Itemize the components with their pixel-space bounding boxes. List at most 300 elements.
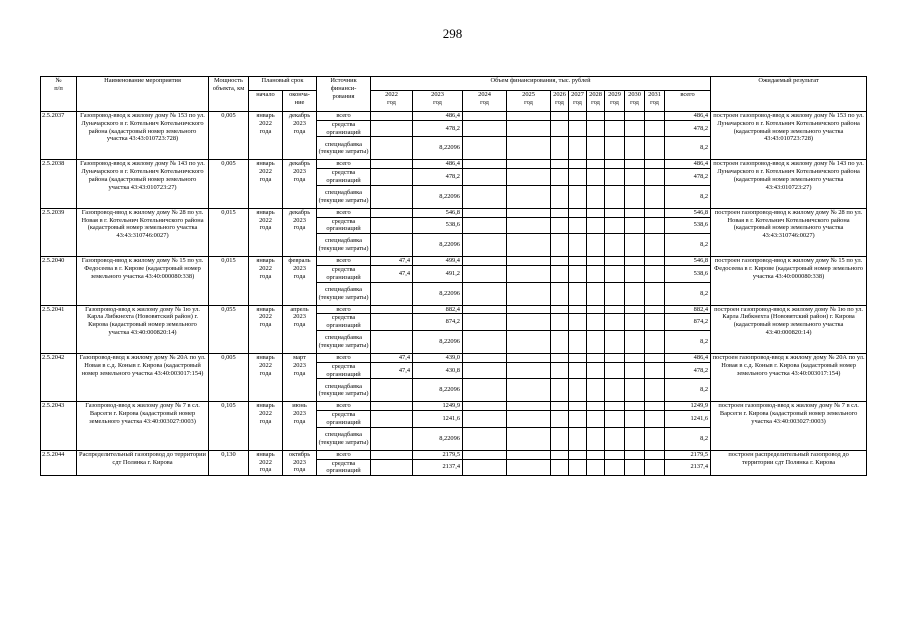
table-row <box>41 257 867 266</box>
value-empty <box>463 402 507 411</box>
header-year: 2025 год <box>507 91 551 112</box>
value-empty <box>463 314 507 331</box>
value-empty <box>551 169 569 186</box>
value-empty <box>645 353 665 362</box>
row-number: 2.5.2039 <box>41 208 77 256</box>
page-number: 298 <box>442 26 463 41</box>
value-empty <box>551 112 569 121</box>
value-empty <box>507 330 551 353</box>
value-empty <box>645 257 665 266</box>
value-empty <box>569 217 587 234</box>
value-empty <box>625 353 645 362</box>
source-label: средства организаций <box>317 265 371 282</box>
source-label: всего <box>317 112 371 121</box>
header-name: Наименование мероприятия <box>77 77 209 112</box>
row-result: построен газопровод-ввод к жилому дому № 143 по ул. Луначарского в г. Котельнич Котельничского района (кадастровый номер земельного участка 43:43:010723:27) <box>711 160 867 208</box>
value-empty <box>625 234 645 257</box>
value-empty <box>625 427 645 450</box>
row-name: Газопровод-ввод к жилому дому № 15 по ул. Федосеева в г. Кирове (кадастровый номер земельного участка 43:40:000080:338) <box>77 257 209 305</box>
value-empty <box>507 169 551 186</box>
value-empty <box>587 137 605 160</box>
row-capacity: 0,055 <box>209 305 249 353</box>
source-label: средства организаций <box>317 217 371 234</box>
value-empty <box>569 314 587 331</box>
value-empty <box>507 305 551 314</box>
value-empty <box>463 217 507 234</box>
value-empty <box>463 160 507 169</box>
value-empty <box>605 379 625 402</box>
row-name: Газопровод-ввод к жилому дому № 1ю ул. Карла Либкнехта (Нововятский район) г. Кирова (кадастровый номер земельного участка 43:40:000820:14) <box>77 305 209 353</box>
header-year: 2026 год <box>551 91 569 112</box>
value-empty <box>645 450 665 459</box>
value-2023: 478,2 <box>413 169 463 186</box>
source-label: средства организаций <box>317 120 371 137</box>
value-empty <box>625 217 645 234</box>
value-total: 8,2 <box>665 379 711 402</box>
value-empty <box>625 330 645 353</box>
value-2023: 538,6 <box>413 217 463 234</box>
value-empty <box>587 427 605 450</box>
source-label: всего <box>317 305 371 314</box>
value-total: 2179,5 <box>665 450 711 459</box>
row-number: 2.5.2040 <box>41 257 77 305</box>
value-empty <box>605 120 625 137</box>
value-empty <box>569 208 587 217</box>
source-label: средства организаций <box>317 362 371 379</box>
value-empty <box>587 208 605 217</box>
value-empty <box>587 459 605 476</box>
value-2023: 882,4 <box>413 305 463 314</box>
value-empty <box>569 459 587 476</box>
value-empty <box>625 265 645 282</box>
source-label: всего <box>317 160 371 169</box>
value-empty <box>625 305 645 314</box>
value-empty <box>569 265 587 282</box>
value-empty <box>551 265 569 282</box>
value-empty <box>587 314 605 331</box>
value-empty <box>605 305 625 314</box>
value-empty <box>569 353 587 362</box>
value-empty <box>551 257 569 266</box>
value-empty <box>507 185 551 208</box>
header-period-start: начало <box>249 91 283 112</box>
value-empty <box>551 330 569 353</box>
row-start: январь 2022 года <box>249 160 283 208</box>
source-label: спецнадбавка (текущие затраты) <box>317 427 371 450</box>
value-empty <box>587 217 605 234</box>
value-empty <box>569 120 587 137</box>
value-empty <box>551 314 569 331</box>
value-empty <box>605 160 625 169</box>
value-2023: 2137,4 <box>413 459 463 476</box>
header-year: 2030 год <box>625 91 645 112</box>
value-total: 2137,4 <box>665 459 711 476</box>
value-2022 <box>371 234 413 257</box>
value-empty <box>551 402 569 411</box>
value-total: 8,2 <box>665 330 711 353</box>
row-name: Газопровод-ввод к жилому дому № 28 по ул. Новая в г. Котельнич Котельничского района (кадастровый номер земельного участка 43:43:310746:0027) <box>77 208 209 256</box>
value-empty <box>463 362 507 379</box>
value-2023: 2179,5 <box>413 450 463 459</box>
value-empty <box>587 234 605 257</box>
value-empty <box>551 353 569 362</box>
row-result: построен газопровод-ввод к жилому дому № 1ю по ул. Карла Либкнехта (Нововятский район) г. Кирова (кадастровый номер земельного участка 43:40:000820:14) <box>711 305 867 353</box>
row-end: декабрь 2023 года <box>283 208 317 256</box>
value-total: 8,2 <box>665 185 711 208</box>
value-empty <box>569 112 587 121</box>
value-empty <box>645 185 665 208</box>
header-result: Ожидаемый результат <box>711 77 867 112</box>
value-empty <box>551 160 569 169</box>
value-empty <box>645 402 665 411</box>
value-empty <box>645 379 665 402</box>
value-2022 <box>371 137 413 160</box>
value-empty <box>507 379 551 402</box>
value-2022: 47,4 <box>371 265 413 282</box>
value-2022 <box>371 459 413 476</box>
value-empty <box>645 330 665 353</box>
value-total: 8,2 <box>665 137 711 160</box>
value-empty <box>605 450 625 459</box>
value-empty <box>587 169 605 186</box>
value-empty <box>645 120 665 137</box>
value-empty <box>605 265 625 282</box>
source-label: всего <box>317 402 371 411</box>
value-empty <box>645 137 665 160</box>
header-period-end: оконча- ние <box>283 91 317 112</box>
value-total: 486,4 <box>665 112 711 121</box>
value-empty <box>625 120 645 137</box>
row-number: 2.5.2038 <box>41 160 77 208</box>
value-empty <box>507 160 551 169</box>
table-row <box>41 353 867 362</box>
value-empty <box>625 450 645 459</box>
value-empty <box>625 257 645 266</box>
value-empty <box>507 459 551 476</box>
value-empty <box>569 450 587 459</box>
value-2022 <box>371 120 413 137</box>
row-end: октябрь 2023 года <box>283 450 317 475</box>
value-empty <box>507 137 551 160</box>
value-empty <box>587 305 605 314</box>
value-empty <box>551 120 569 137</box>
value-empty <box>507 362 551 379</box>
value-empty <box>587 120 605 137</box>
value-empty <box>605 185 625 208</box>
value-empty <box>463 450 507 459</box>
value-empty <box>507 265 551 282</box>
value-empty <box>645 305 665 314</box>
source-label: средства организаций <box>317 459 371 476</box>
value-empty <box>463 305 507 314</box>
value-empty <box>463 137 507 160</box>
source-label: средства организаций <box>317 411 371 428</box>
value-empty <box>569 411 587 428</box>
value-2022 <box>371 169 413 186</box>
value-empty <box>463 185 507 208</box>
header-year: 2027 год <box>569 91 587 112</box>
value-empty <box>645 362 665 379</box>
row-capacity: 0,015 <box>209 208 249 256</box>
value-empty <box>569 402 587 411</box>
value-empty <box>605 459 625 476</box>
value-empty <box>605 362 625 379</box>
row-end: декабрь 2023 года <box>283 160 317 208</box>
source-label: спецнадбавка (текущие затраты) <box>317 234 371 257</box>
value-empty <box>507 314 551 331</box>
value-2022 <box>371 208 413 217</box>
value-empty <box>625 160 645 169</box>
value-2022 <box>371 217 413 234</box>
source-label: всего <box>317 208 371 217</box>
value-empty <box>605 234 625 257</box>
value-empty <box>551 450 569 459</box>
value-total: 538,6 <box>665 217 711 234</box>
row-end: июнь 2023 года <box>283 402 317 450</box>
value-empty <box>463 112 507 121</box>
row-capacity: 0,005 <box>209 160 249 208</box>
source-label: всего <box>317 257 371 266</box>
value-2023: 8,22096 <box>413 282 463 305</box>
value-empty <box>645 427 665 450</box>
row-result: построен газопровод-ввод к жилому дому № 7 в сл. Варсеги г. Кирова (кадастровый номер земельного участка 43:40:003027:0003) <box>711 402 867 450</box>
value-total: 486,4 <box>665 160 711 169</box>
header-year: 2029 год <box>605 91 625 112</box>
value-2022 <box>371 112 413 121</box>
value-2023: 8,22096 <box>413 137 463 160</box>
row-capacity: 0,105 <box>209 402 249 450</box>
header-year: 2031 год <box>645 91 665 112</box>
value-empty <box>507 234 551 257</box>
value-empty <box>569 379 587 402</box>
value-empty <box>569 169 587 186</box>
value-empty <box>587 257 605 266</box>
value-2023: 1249,9 <box>413 402 463 411</box>
header-year: 2024 год <box>463 91 507 112</box>
value-total: 8,2 <box>665 427 711 450</box>
value-empty <box>551 217 569 234</box>
header-capacity: Мощность объекта, км <box>209 77 249 112</box>
value-empty <box>625 314 645 331</box>
source-label: средства организаций <box>317 169 371 186</box>
value-2023: 430,8 <box>413 362 463 379</box>
value-empty <box>551 411 569 428</box>
value-empty <box>569 305 587 314</box>
row-number: 2.5.2043 <box>41 402 77 450</box>
value-total: 486,4 <box>665 353 711 362</box>
value-empty <box>587 353 605 362</box>
header-year: 2023 год <box>413 91 463 112</box>
value-empty <box>605 402 625 411</box>
value-empty <box>463 120 507 137</box>
table-row <box>41 208 867 217</box>
row-start: январь 2022 года <box>249 353 283 401</box>
source-label: средства организаций <box>317 314 371 331</box>
value-empty <box>507 120 551 137</box>
value-2022 <box>371 314 413 331</box>
header-total: всего <box>665 91 711 112</box>
value-empty <box>551 427 569 450</box>
value-empty <box>463 282 507 305</box>
source-label: спецнадбавка (текущие затраты) <box>317 185 371 208</box>
value-empty <box>605 169 625 186</box>
value-total: 8,2 <box>665 282 711 305</box>
value-empty <box>645 282 665 305</box>
value-total: 478,2 <box>665 169 711 186</box>
value-empty <box>625 362 645 379</box>
value-empty <box>587 402 605 411</box>
source-label: спецнадбавка (текущие затраты) <box>317 282 371 305</box>
value-empty <box>605 208 625 217</box>
value-empty <box>507 282 551 305</box>
value-empty <box>645 314 665 331</box>
value-empty <box>587 330 605 353</box>
value-empty <box>605 353 625 362</box>
value-empty <box>605 217 625 234</box>
value-empty <box>507 411 551 428</box>
value-2022 <box>371 160 413 169</box>
header-funding: Объем финансирования, тыс. рублей <box>371 77 711 91</box>
value-empty <box>587 450 605 459</box>
table-row <box>41 160 867 169</box>
value-empty <box>605 330 625 353</box>
row-start: январь 2022 года <box>249 112 283 160</box>
value-total: 8,2 <box>665 234 711 257</box>
row-result: построен газопровод-ввод к жилому дому № 15 по ул. Федосеева в г. Кирове (кадастровый номер земельного участка 43:40:000080:338) <box>711 257 867 305</box>
header-source: Источник финанси- рования <box>317 77 371 112</box>
value-2022 <box>371 411 413 428</box>
row-capacity: 0,130 <box>209 450 249 475</box>
row-end: декабрь 2023 года <box>283 112 317 160</box>
value-empty <box>463 411 507 428</box>
value-empty <box>551 185 569 208</box>
value-empty <box>587 411 605 428</box>
value-empty <box>569 185 587 208</box>
value-empty <box>587 112 605 121</box>
value-2022 <box>371 450 413 459</box>
value-total: 1241,6 <box>665 411 711 428</box>
value-empty <box>625 402 645 411</box>
value-empty <box>507 257 551 266</box>
value-2023: 478,2 <box>413 120 463 137</box>
value-empty <box>551 305 569 314</box>
value-2022: 47,4 <box>371 257 413 266</box>
row-end: апрель 2023 года <box>283 305 317 353</box>
source-label: всего <box>317 353 371 362</box>
value-empty <box>463 459 507 476</box>
header-year: 2022 год <box>371 91 413 112</box>
value-empty <box>645 459 665 476</box>
value-empty <box>645 208 665 217</box>
source-label: всего <box>317 450 371 459</box>
value-empty <box>625 112 645 121</box>
value-empty <box>625 282 645 305</box>
value-empty <box>569 427 587 450</box>
source-label: спецнадбавка (текущие затраты) <box>317 330 371 353</box>
row-number: 2.5.2042 <box>41 353 77 401</box>
row-end: февраль 2023 года <box>283 257 317 305</box>
value-empty <box>605 112 625 121</box>
header-num: № п/п <box>41 77 77 112</box>
value-total: 546,8 <box>665 257 711 266</box>
value-2022 <box>371 427 413 450</box>
value-empty <box>645 217 665 234</box>
value-empty <box>569 137 587 160</box>
value-empty <box>507 427 551 450</box>
value-empty <box>625 185 645 208</box>
value-2023: 486,4 <box>413 160 463 169</box>
value-empty <box>625 137 645 160</box>
value-empty <box>569 160 587 169</box>
value-empty <box>551 362 569 379</box>
value-total: 478,2 <box>665 120 711 137</box>
row-name: Газопровод-ввод к жилому дому № 153 по ул. Луначарского в г. Котельнич Котельничского района (кадастровый номер земельного участка 43:43:010723:728) <box>77 112 209 160</box>
row-number: 2.5.2044 <box>41 450 77 475</box>
value-2023: 8,22096 <box>413 379 463 402</box>
row-name: Газопровод-ввод к жилому дому № 20А по ул. Новая в с.д. Коныв г. Кирова (кадастровый номер земельного участка 43:40:003017:154) <box>77 353 209 401</box>
row-name: Газопровод-ввод к жилому дому № 7 в сл. Варсеги г. Кирова (кадастровый номер земельного участка 43:40:003027:0003) <box>77 402 209 450</box>
table-row <box>41 402 867 411</box>
row-start: январь 2022 года <box>249 305 283 353</box>
value-empty <box>569 330 587 353</box>
value-2022 <box>371 402 413 411</box>
value-empty <box>463 265 507 282</box>
row-capacity: 0,005 <box>209 353 249 401</box>
row-start: январь 2022 года <box>249 257 283 305</box>
value-2023: 874,2 <box>413 314 463 331</box>
header-period: Плановый срок <box>249 77 317 91</box>
value-empty <box>645 160 665 169</box>
value-empty <box>463 169 507 186</box>
value-empty <box>587 282 605 305</box>
value-empty <box>507 450 551 459</box>
row-start: январь 2022 года <box>249 208 283 256</box>
value-empty <box>587 160 605 169</box>
value-empty <box>463 427 507 450</box>
value-empty <box>507 402 551 411</box>
value-total: 1249,9 <box>665 402 711 411</box>
value-2023: 439,0 <box>413 353 463 362</box>
value-2022 <box>371 305 413 314</box>
value-empty <box>463 353 507 362</box>
value-2023: 8,22096 <box>413 185 463 208</box>
value-empty <box>463 234 507 257</box>
value-2023: 8,22096 <box>413 427 463 450</box>
value-2023: 1241,6 <box>413 411 463 428</box>
table-row <box>41 305 867 314</box>
value-empty <box>645 112 665 121</box>
value-empty <box>551 234 569 257</box>
row-result: построен газопровод-ввод к жилому дому № 20А по ул. Новая в с.д. Коныв г. Кирова (кадастровый номер земельного участка 43:40:003017:154) <box>711 353 867 401</box>
value-empty <box>605 427 625 450</box>
value-empty <box>587 362 605 379</box>
value-empty <box>569 362 587 379</box>
value-empty <box>507 208 551 217</box>
row-name: Газопровод-ввод к жилому дому № 143 по ул. Луначарского в г. Котельнич Котельничского района (кадастровый номер земельного участка 43:43:010723:27) <box>77 160 209 208</box>
value-empty <box>587 185 605 208</box>
value-total: 882,4 <box>665 305 711 314</box>
value-2022 <box>371 379 413 402</box>
value-empty <box>463 330 507 353</box>
value-empty <box>551 459 569 476</box>
value-empty <box>605 137 625 160</box>
financing-table <box>40 76 867 476</box>
value-empty <box>587 379 605 402</box>
value-total: 478,2 <box>665 362 711 379</box>
value-empty <box>625 411 645 428</box>
value-total: 546,8 <box>665 208 711 217</box>
value-empty <box>551 379 569 402</box>
